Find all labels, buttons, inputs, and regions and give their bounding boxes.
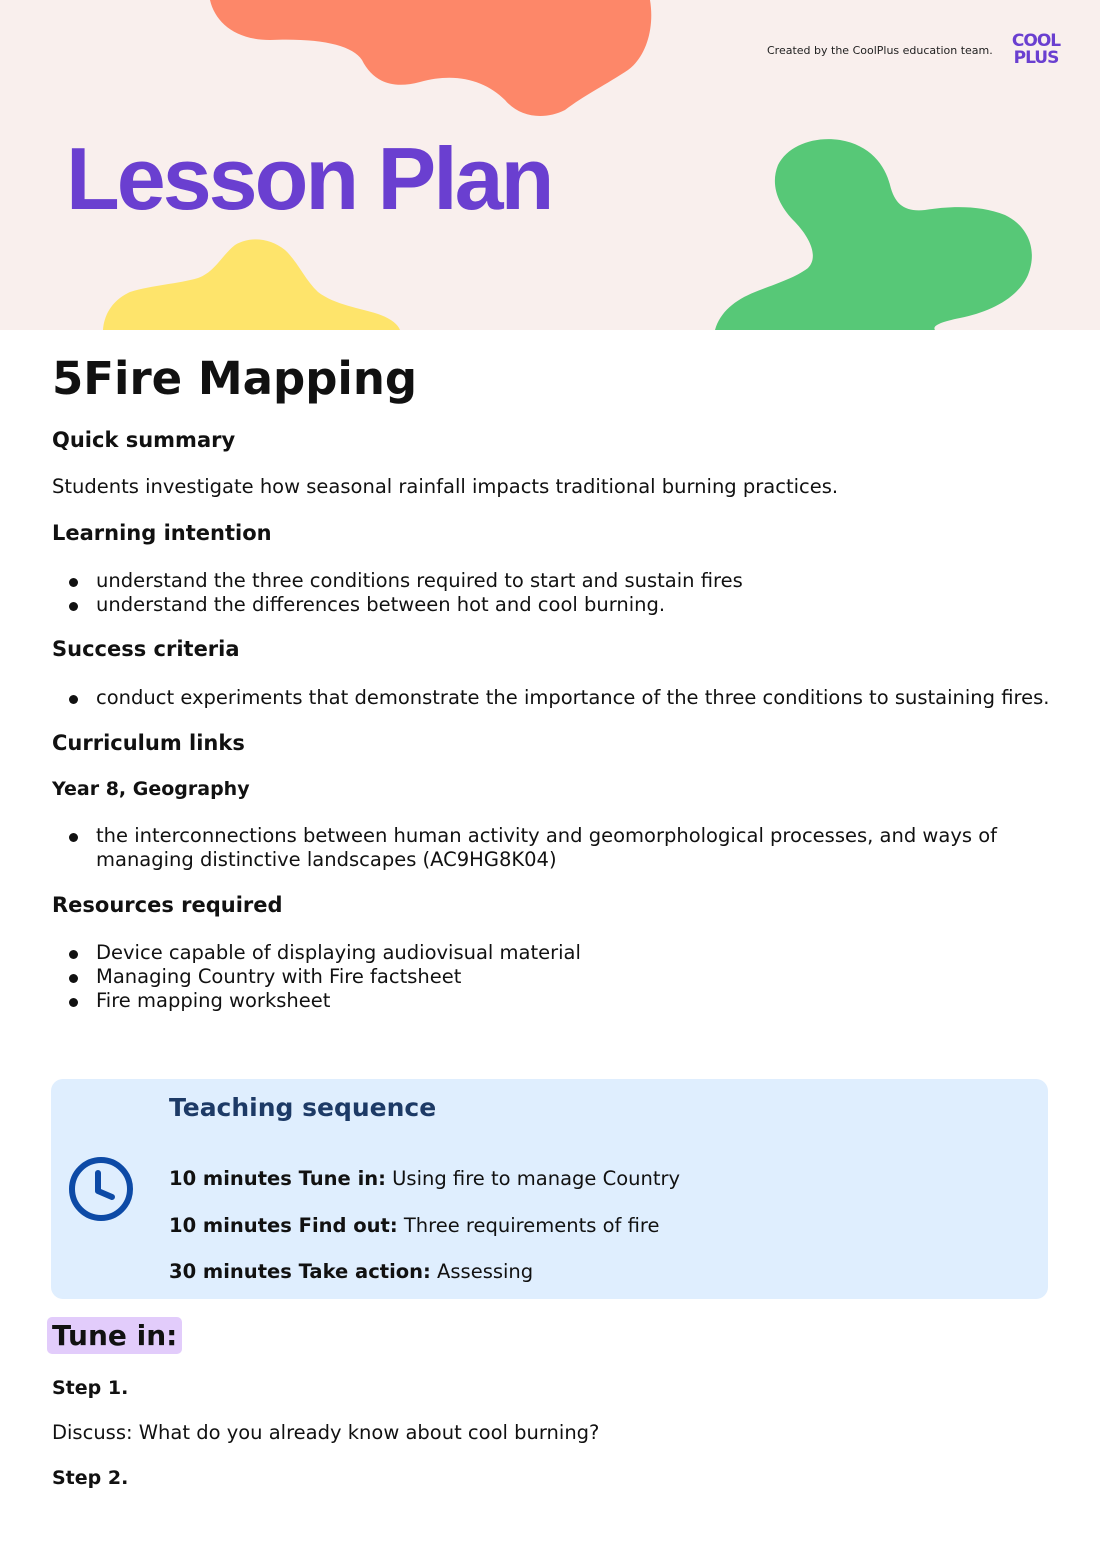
curriculum-links-list xyxy=(52,824,1016,872)
sequence-row-text: Three requirements of fire xyxy=(397,1214,660,1237)
list-item: Managing Country with Fire factsheet xyxy=(52,965,581,989)
lesson-title: 5Fire Mapping xyxy=(52,352,418,405)
hero-title: Lesson Plan xyxy=(66,129,552,228)
coolplus-logo xyxy=(1004,33,1068,73)
sequence-row-label: 10 minutes Find out: xyxy=(169,1214,398,1237)
yellow-blob xyxy=(103,239,400,330)
step-1-label: Step 1. xyxy=(52,1377,129,1399)
success-criteria-list xyxy=(52,686,1049,710)
step-1-text: Discuss: What do you already know about cool burning? xyxy=(52,1421,600,1444)
tune-in-heading: Tune in: xyxy=(47,1317,182,1354)
sequence-row-tune-in xyxy=(169,1167,680,1190)
list-item: conduct experiments that demonstrate the importance of the three conditions to sustaining fires. xyxy=(52,686,1049,710)
list-item: Fire mapping worksheet xyxy=(52,989,581,1013)
step-2-label: Step 2. xyxy=(52,1467,129,1489)
quick-summary-heading: Quick summary xyxy=(52,428,236,452)
list-item: Device capable of displaying audiovisual material xyxy=(52,941,581,965)
sequence-row-text: Assessing xyxy=(430,1260,534,1283)
teaching-sequence-box xyxy=(51,1079,1048,1299)
header-banner xyxy=(0,0,1100,330)
curriculum-links-heading: Curriculum links xyxy=(52,731,245,755)
list-item: understand the three conditions required to start and sustain fires xyxy=(52,569,743,593)
learning-intention-list xyxy=(52,569,743,617)
sequence-row-find-out xyxy=(169,1214,659,1237)
logo-line-1: COOL xyxy=(1011,31,1061,51)
quick-summary-text: Students investigate how seasonal rainfall impacts traditional burning practices. xyxy=(52,475,839,498)
teaching-sequence-heading: Teaching sequence xyxy=(169,1093,437,1122)
orange-blob xyxy=(210,0,651,116)
list-item: the interconnections between human activity and geomorphological processes, and ways of managing distinctive landscapes (AC9HG8K04) xyxy=(52,824,1016,872)
curriculum-subheading: Year 8, Geography xyxy=(52,778,250,800)
sequence-row-text: Using fire to manage Country xyxy=(385,1167,681,1190)
sequence-row-take-action xyxy=(169,1260,533,1283)
credit-text: Created by the CoolPlus education team. xyxy=(767,44,993,57)
learning-intention-heading: Learning intention xyxy=(52,521,272,545)
logo-line-2: PLUS xyxy=(1013,48,1059,68)
success-criteria-heading: Success criteria xyxy=(52,637,240,661)
clock-icon xyxy=(67,1155,135,1223)
sequence-row-label: 10 minutes Tune in: xyxy=(169,1167,386,1190)
sequence-row-label: 30 minutes Take action: xyxy=(169,1260,431,1283)
resources-list xyxy=(52,941,581,1013)
list-item: understand the differences between hot and cool burning. xyxy=(52,593,743,617)
resources-heading: Resources required xyxy=(52,893,283,917)
green-blob xyxy=(715,139,1032,330)
